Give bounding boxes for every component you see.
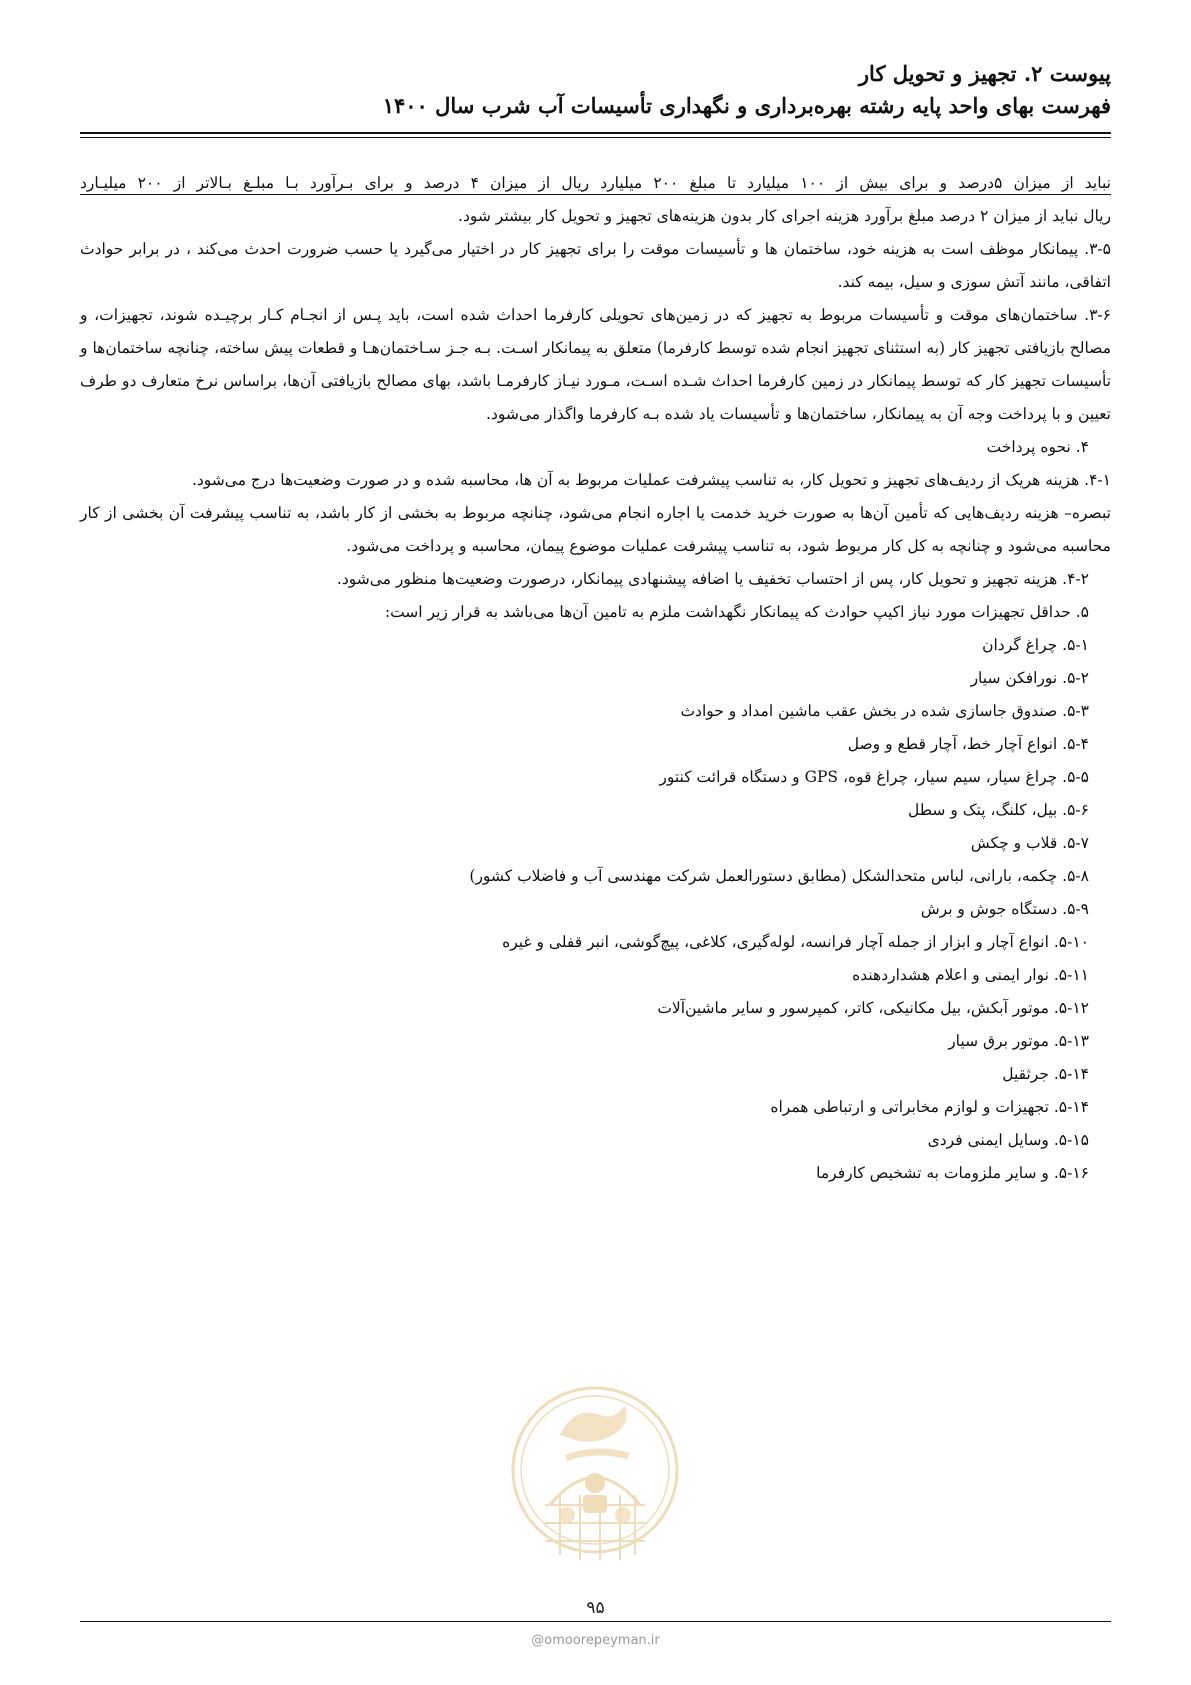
watermark-seal-icon — [505, 1355, 685, 1585]
header-rule-thin — [80, 137, 1111, 138]
list-item: ۵-۱۴. تجهیزات و لوازم مخابراتی و ارتباطی همراه — [770, 1098, 1089, 1116]
list-item: ۵-۴. انواع آچار خط، آچار قطع و وصل — [847, 735, 1089, 753]
list-item: ۵-۱۴. جرثقیل — [1002, 1065, 1089, 1083]
page-header — [80, 58, 1111, 122]
list-item: ۵-۱۱. نوار ایمنی و اعلام هشداردهنده — [852, 966, 1089, 984]
clause-3-6: ۳-۶. ساختمان‌های موقت و تأسیسات مربوط به تجهیز که در زمین‌های تحویلی کارفرما احداث شده است، باید پـس از انجـام کـار برچیـده شوند، تجهیزات، و مصالح بازیافتی تجهیز کار (به استثنای تجهیز انجام شده توسط کارفرما) متعلق به پیمانکار اسـت. بـه جـز سـاختمان‌هـا و قطعات پیش ساخته، چنانچه ساختمان‌ها و تأسیسات تجهیز کار که توسط پیمانکار در زمین کارفرما احداث شـده اسـت، مـورد نیـاز کارفرمـا باشد، بهای مصالح بازیافتی آن‌ها، براساس نرخ متعارف دو طرف تعیین و با پرداخت وجه آن به پیمانکار، ساختمان‌ها و تأسیسات یاد شده بـه کارفرما واگذار می‌شود. — [80, 306, 1111, 423]
list-item: ۵-۱۲. موتور آبکش، بیل مکانیکی، کاتر، کمپرسور و سایر ماشین‌آلات — [657, 999, 1089, 1017]
list-item: ۵-۱۳. موتور برق سیار — [948, 1032, 1089, 1050]
page-number: ۹۵ — [586, 1598, 605, 1618]
list-item: ۵-۱۵. وسایل ایمنی فردی — [927, 1131, 1089, 1149]
section-heading-5: ۵. حداقل تجهیزات مورد نیاز اکیپ حوادث که پیمانکار نگهداشت ملزم به تامین آن‌ها می‌باشد به قرار زیر است: — [384, 603, 1089, 621]
list-item: ۵-۲. نورافکن سیار — [970, 669, 1089, 687]
list-item: ۵-۵. چراغ سیار، سیم سیار، چراغ قوه، GPS و دستگاه قرائت کنتور — [659, 768, 1089, 786]
list-item: ۵-۸. چکمه، بارانی، لباس متحدالشکل (مطابق دستورالعمل شرکت مهندسی آب و فاضلاب کشور) — [469, 867, 1089, 885]
paragraph-line: نباید از میزان ۵درصد و برای بیش از ۱۰۰ میلیارد تا مبلغ ۲۰۰ میلیارد ریال از میزان ۴ درصد و برای بـرآورد بـا مبلـغ بـالاتر از ۲۰۰ میلیـارد — [80, 174, 1111, 192]
paragraph-continuation: ریال نباید از میزان ۲ درصد مبلغ برآورد هزینه اجرای کار بدون هزینه‌های تجهیز و تحویل کار بیشتر شود. — [458, 207, 1111, 225]
list-item: ۵-۱۰. انواع آچار و ابزار از جمله آچار فرانسه، لوله‌گیری، کلاغی، پیچ‌گوشی، انبر قفلی و غیره — [502, 933, 1089, 951]
section-heading-4: ۴. نحوه پرداخت — [986, 438, 1089, 456]
clause-3-5: ۳-۵. پیمانکار موظف است به هزینه خود، ساختمان ها و تأسیسات موقت را برای تجهیز کار در اختیار می‌گیرد یا حسب ضرورت احدث می‌کند ، در برابر حوادث اتفاقی، مانند آتش سوزی و سیل، بیمه کند. — [80, 240, 1111, 291]
footer-rule — [80, 1621, 1111, 1622]
list-item: ۵-۹. دستگاه جوش و برش — [920, 900, 1089, 918]
list-item: ۵-۳. صندوق جاسازی شده در بخش عقب ماشین امداد و حوادث — [680, 702, 1089, 720]
appendix-title: پیوست ۲. تجهیز و تحویل کار — [858, 61, 1111, 86]
list-item: ۵-۷. قلاب و چکش — [970, 834, 1089, 852]
footer-website: @omoorepeyman.ir — [531, 1633, 660, 1648]
clause-4-1: ۴-۱. هزینه هریک از ردیف‌های تجهیز و تحویل کار، به تناسب پیشرفت عملیات مربوط به آن ها، محاسبه شده و در صورت وضعیت‌ها درج می‌شود. — [191, 471, 1111, 489]
document-title: فهرست بهای واحد پایه رشته بهره‌برداری و نگهداری تأسیسات آب شرب سال ۱۴۰۰ — [382, 93, 1111, 118]
list-item: ۵-۱۶. و سایر ملزومات به تشخیص کارفرما — [816, 1164, 1089, 1182]
list-item: ۵-۶. بیل، کلنگ، پتک و سطل — [907, 801, 1089, 819]
list-item: ۵-۱. چراغ گردان — [982, 636, 1089, 654]
page-body — [80, 167, 1111, 1190]
note-paragraph: تبصره– هزینه ردیف‌هایی که تأمین آن‌ها به صورت خرید خدمت یا اجاره انجام می‌شود، چنانچه مربوط به بخشی از کار باشد، به تناسب پیشرفت آن بخشی از کار محاسبه می‌شود و چنانچه به کل کار مربوط شود، به تناسب پیشرفت عملیات موضوع پیمان، محاسبه و پرداخت می‌شود. — [80, 504, 1111, 555]
clause-4-2: ۴-۲. هزینه تجهیز و تحویل کار، پس از احتساب تخفیف یا اضافه پیشنهادی پیمانکار، درصورت وضعیت‌ها منظور می‌شود. — [336, 570, 1089, 588]
header-rule-thick — [80, 132, 1111, 134]
